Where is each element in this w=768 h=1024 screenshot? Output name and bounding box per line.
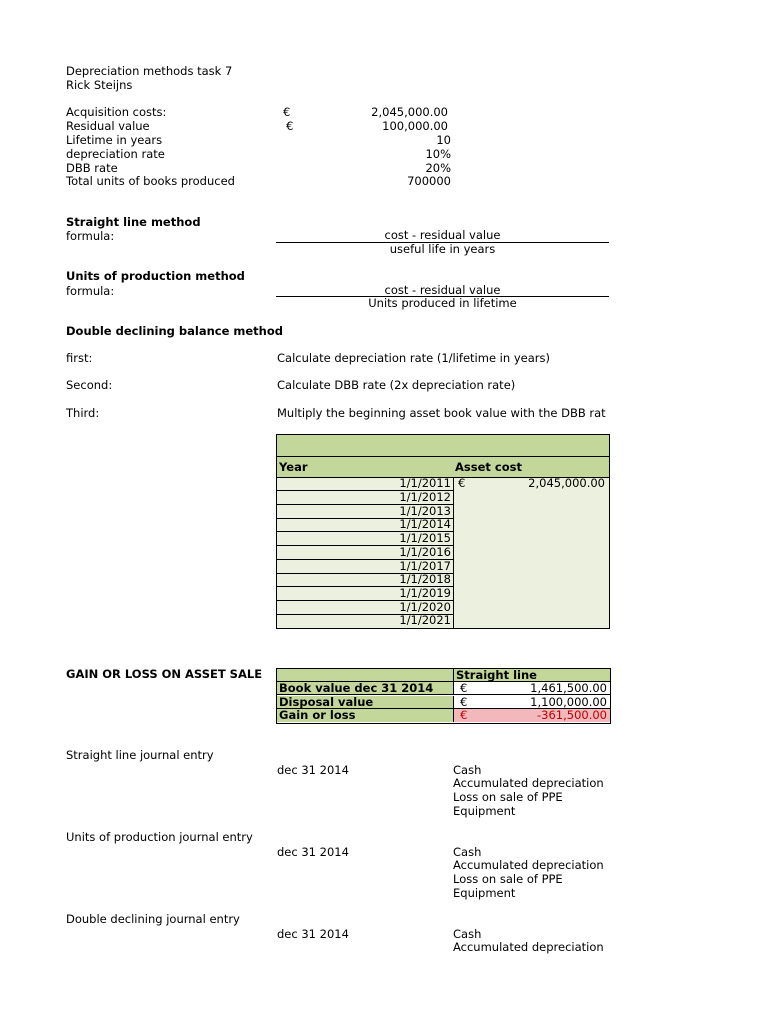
journal-account: Accumulated depreciation bbox=[453, 940, 604, 954]
input-label-units: Total units of books produced bbox=[66, 174, 235, 188]
units-production-numerator: cost - residual value bbox=[384, 283, 501, 297]
input-label-dep-rate: depreciation rate bbox=[66, 147, 165, 161]
input-label-acquisition: Acquisition costs: bbox=[66, 105, 167, 119]
dbb-year-row bbox=[277, 587, 453, 601]
input-label-lifetime: Lifetime in years bbox=[66, 133, 163, 147]
dbb-table-header-row bbox=[277, 457, 609, 478]
journal-title-units-production: Units of production journal entry bbox=[66, 830, 253, 844]
straight-line-formula-label: formula: bbox=[66, 229, 115, 243]
dbb-step-2-label: Second: bbox=[66, 378, 113, 392]
dbb-year-cell: 1/1/2012 bbox=[399, 490, 451, 504]
journal-account: Equipment bbox=[453, 886, 516, 900]
journal-account: Accumulated depreciation bbox=[453, 858, 604, 872]
dbb-year-row bbox=[277, 477, 453, 491]
dbb-table bbox=[276, 434, 610, 629]
dbb-step-2-text: Calculate DBB rate (2x depreciation rate) bbox=[277, 378, 516, 392]
input-value-residual: 100,000.00 bbox=[382, 119, 448, 133]
gain-loss-value: 1,461,500.00 bbox=[530, 681, 607, 695]
dbb-heading: Double declining balance method bbox=[66, 324, 283, 338]
gain-loss-row-value-cell bbox=[453, 682, 610, 695]
journal-account: Cash bbox=[453, 845, 482, 859]
gain-loss-row-label: Disposal value bbox=[277, 696, 453, 709]
gain-loss-currency: € bbox=[460, 708, 468, 722]
author-name: Rick Steijns bbox=[66, 78, 133, 92]
input-value-dep-rate: 10% bbox=[425, 147, 451, 161]
dbb-year-cell: 1/1/2011 bbox=[399, 476, 451, 490]
dbb-year-row bbox=[277, 491, 453, 505]
input-currency-residual: € bbox=[286, 119, 294, 133]
journal-account: Loss on sale of PPE bbox=[453, 790, 563, 804]
journal-account: Accumulated depreciation bbox=[453, 776, 604, 790]
gain-loss-value: 1,100,000.00 bbox=[530, 695, 607, 709]
gain-loss-result-value: -361,500.00 bbox=[537, 708, 607, 722]
dbb-year-row bbox=[277, 546, 453, 560]
gain-loss-heading: GAIN OR LOSS ON ASSET SALE bbox=[66, 667, 263, 681]
straight-line-numerator: cost - residual value bbox=[384, 228, 501, 242]
dbb-year-row bbox=[277, 614, 453, 627]
units-production-formula-label: formula: bbox=[66, 284, 115, 298]
dbb-year-cell: 1/1/2018 bbox=[399, 572, 451, 586]
input-value-lifetime: 10 bbox=[436, 133, 451, 147]
dbb-year-row bbox=[277, 518, 453, 532]
dbb-asset-value: 2,045,000.00 bbox=[528, 476, 605, 490]
gain-loss-currency: € bbox=[460, 695, 468, 709]
journal-account: Cash bbox=[453, 927, 482, 941]
document-title: Depreciation methods task 7 bbox=[66, 64, 233, 78]
gain-loss-currency: € bbox=[460, 681, 468, 695]
units-production-heading: Units of production method bbox=[66, 269, 245, 283]
input-label-dbb-rate: DBB rate bbox=[66, 161, 118, 175]
dbb-asset-currency: € bbox=[458, 476, 466, 490]
journal-title-double-declining: Double declining journal entry bbox=[66, 912, 240, 926]
input-currency-acquisition: € bbox=[283, 105, 291, 119]
units-production-denominator: Units produced in lifetime bbox=[368, 296, 517, 310]
gain-loss-row-label: Gain or loss bbox=[277, 709, 453, 722]
input-label-residual: Residual value bbox=[66, 119, 150, 133]
dbb-year-cell: 1/1/2013 bbox=[399, 504, 451, 518]
dbb-year-cell: 1/1/2015 bbox=[399, 531, 451, 545]
journal-account: Loss on sale of PPE bbox=[453, 872, 563, 886]
journal-date: dec 31 2014 bbox=[277, 845, 349, 859]
dbb-column-divider bbox=[453, 477, 454, 628]
dbb-step-1-text: Calculate depreciation rate (1/lifetime in years) bbox=[277, 351, 550, 365]
gain-loss-table bbox=[276, 668, 611, 724]
dbb-year-row bbox=[277, 573, 453, 587]
journal-date: dec 31 2014 bbox=[277, 763, 349, 777]
dbb-step-3-text: Multiply the beginning asset book value with the DBB rat bbox=[277, 406, 606, 420]
dbb-col-asset: Asset cost bbox=[455, 460, 522, 474]
journal-title-straight-line: Straight line journal entry bbox=[66, 748, 214, 762]
dbb-year-cell: 1/1/2020 bbox=[399, 600, 451, 614]
journal-account: Cash bbox=[453, 763, 482, 777]
gain-loss-row-label: Book value dec 31 2014 bbox=[277, 682, 453, 695]
dbb-col-year: Year bbox=[279, 460, 308, 474]
straight-line-heading: Straight line method bbox=[66, 215, 201, 229]
dbb-year-row bbox=[277, 532, 453, 546]
dbb-year-cell: 1/1/2014 bbox=[399, 517, 451, 531]
dbb-year-cell: 1/1/2019 bbox=[399, 586, 451, 600]
input-value-units: 700000 bbox=[407, 174, 451, 188]
gain-loss-col-header: Straight line bbox=[453, 669, 610, 682]
journal-account: Equipment bbox=[453, 804, 516, 818]
dbb-year-cell: 1/1/2016 bbox=[399, 545, 451, 559]
dbb-step-1-label: first: bbox=[66, 351, 93, 365]
journal-date: dec 31 2014 bbox=[277, 927, 349, 941]
straight-line-denominator: useful life in years bbox=[389, 242, 496, 256]
input-value-dbb-rate: 20% bbox=[425, 161, 451, 175]
dbb-step-3-label: Third: bbox=[66, 406, 100, 420]
gain-loss-result-cell bbox=[453, 709, 610, 722]
dbb-table-title-row bbox=[277, 435, 609, 457]
dbb-year-cell: 1/1/2021 bbox=[399, 613, 451, 627]
input-value-acquisition: 2,045,000.00 bbox=[371, 105, 448, 119]
dbb-year-cell: 1/1/2017 bbox=[399, 559, 451, 573]
